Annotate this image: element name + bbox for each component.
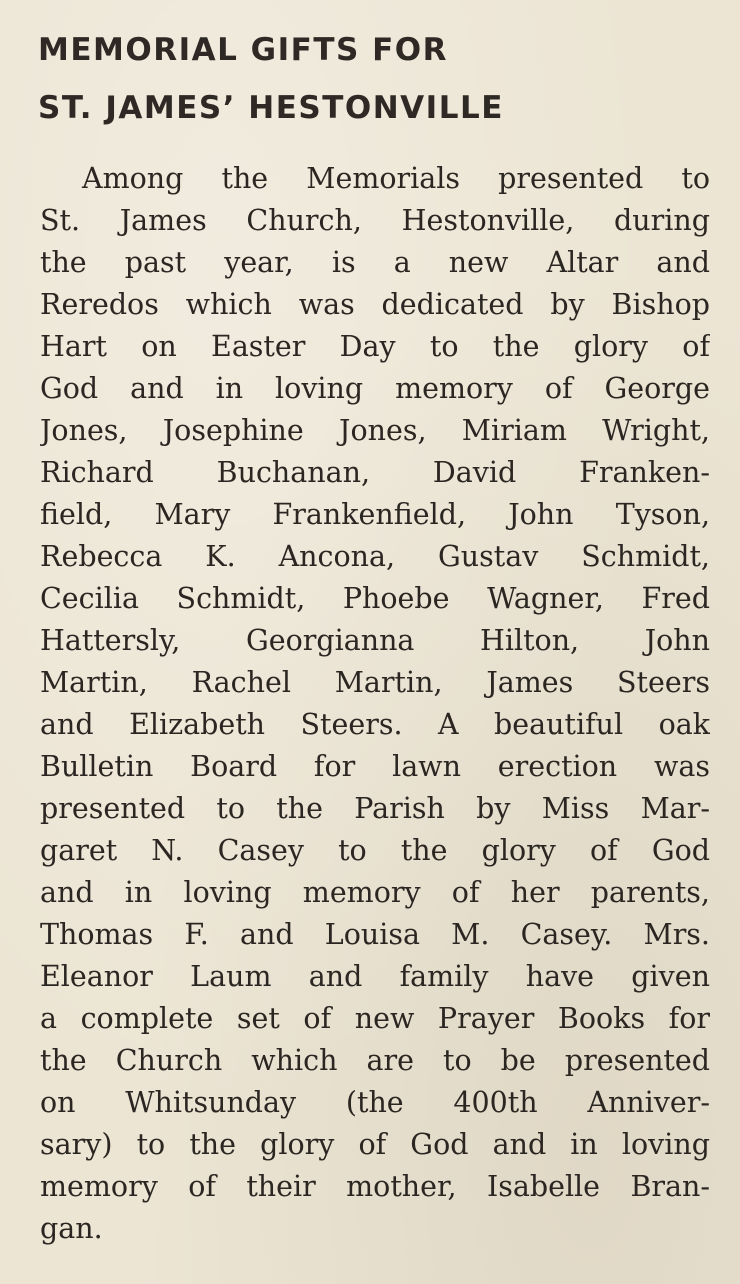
article-line: Thomas F. and Louisa M. Casey. Mrs. <box>40 918 710 951</box>
article-line: Reredos which was dedicated by Bishop <box>40 288 710 321</box>
article-line: Jones, Josephine Jones, Miriam Wright, <box>40 414 710 447</box>
article-line: God and in loving memory of George <box>40 372 710 405</box>
headline-line-2: ST. JAMES’ HESTONVILLE <box>38 90 504 126</box>
article-line: gan. <box>40 1212 103 1245</box>
article-line: Richard Buchanan, David Franken- <box>40 456 710 489</box>
headline-line-1: MEMORIAL GIFTS FOR <box>38 32 448 68</box>
article-line: Cecilia Schmidt, Phoebe Wagner, Fred <box>40 582 710 615</box>
article-line: the Church which are to be presented <box>40 1044 710 1077</box>
article-line: and in loving memory of her parents, <box>40 876 710 909</box>
article-line: memory of their mother, Isabelle Bran- <box>40 1170 710 1203</box>
article-line: the past year, is a new Altar and <box>40 246 710 279</box>
article-line: Among the Memorials presented to <box>82 162 710 195</box>
article-line: garet N. Casey to the glory of God <box>40 834 710 867</box>
article-line: on Whitsunday (the 400th Anniver- <box>40 1086 710 1119</box>
article-line: Hart on Easter Day to the glory of <box>40 330 710 363</box>
article-line: Hattersly, Georgianna Hilton, John <box>40 624 710 657</box>
article-line: presented to the Parish by Miss Mar- <box>40 792 710 825</box>
article-body <box>40 158 710 1250</box>
article-line: Rebecca K. Ancona, Gustav Schmidt, <box>40 540 710 573</box>
article-line: field, Mary Frankenfield, John Tyson, <box>40 498 710 531</box>
article-line: Martin, Rachel Martin, James Steers <box>40 666 710 699</box>
article-line: sary) to the glory of God and in loving <box>40 1128 710 1161</box>
article-line: and Elizabeth Steers. A beautiful oak <box>40 708 710 741</box>
article-line: a complete set of new Prayer Books for <box>40 1002 710 1035</box>
article-line: Eleanor Laum and family have given <box>40 960 710 993</box>
article-line: Bulletin Board for lawn erection was <box>40 750 710 783</box>
article-line: St. James Church, Hestonville, during <box>40 204 710 237</box>
